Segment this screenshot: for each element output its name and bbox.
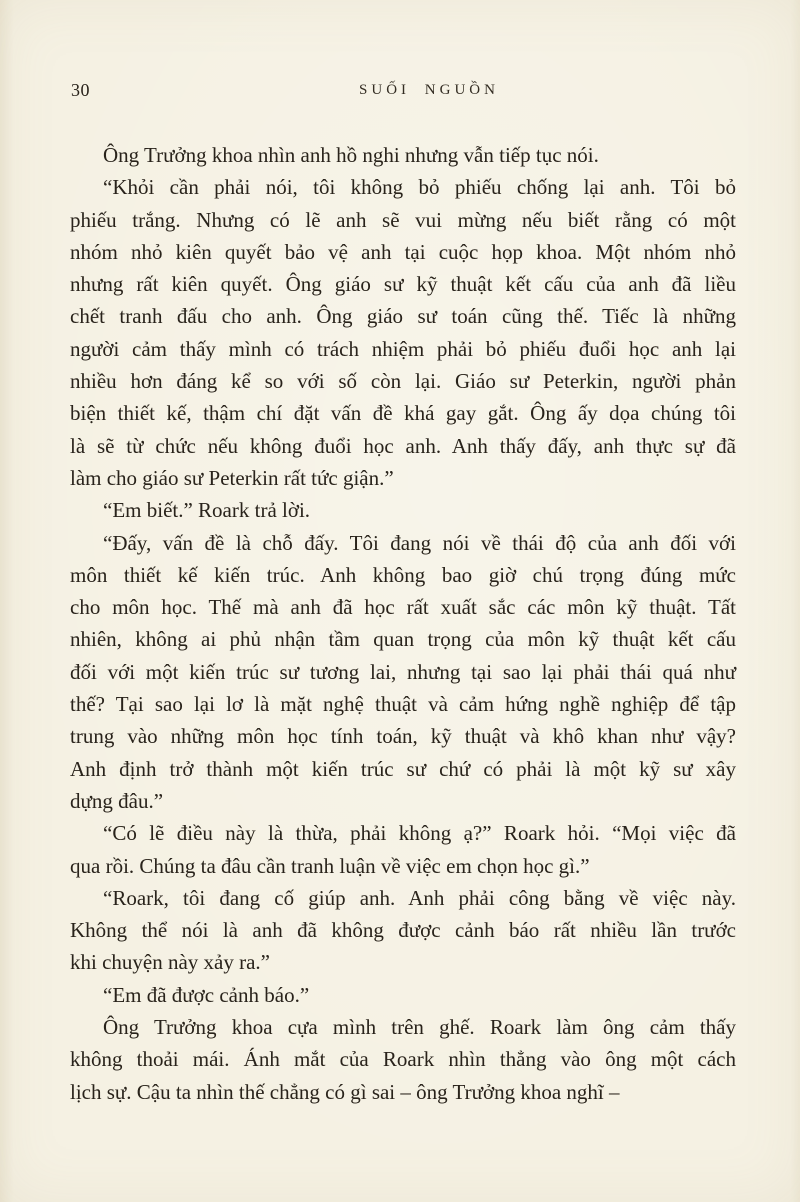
text-line: lịch sự. Cậu ta nhìn thế chẳng có gì sai – ông Trưởng khoa nghĩ – — [70, 1079, 620, 1104]
text-line: Ông Trưởng khoa cựa mình trên ghế. Roark làm ông cảm thấy — [103, 1015, 736, 1040]
text-line: Ông Trưởng khoa nhìn anh hồ nghi nhưng vẫn tiếp tục nói. — [103, 143, 599, 167]
text-line: nhiều hơn đáng kể so với số còn lại. Giáo sư Peterkin, người phản — [70, 369, 736, 394]
text-line: người cảm thấy mình có trách nhiệm phải bỏ phiếu đuổi học anh lại — [70, 336, 736, 361]
paragraph — [70, 817, 736, 882]
text-line: chết tranh đấu cho anh. Ông giáo sư toán cũng thế. Tiếc là những — [70, 304, 736, 329]
paragraph — [70, 527, 736, 818]
page-number: 30 — [71, 80, 90, 100]
text-line: làm cho giáo sư Peterkin rất tức giận.” — [70, 465, 394, 490]
text-line: “Em biết.” Roark trả lời. — [103, 498, 311, 523]
text-line: môn thiết kế kiến trúc. Anh không bao giờ chú trọng đúng mức — [70, 562, 736, 587]
text-line: “Khỏi cần phải nói, tôi không bỏ phiếu chống lại anh. Tôi bỏ — [103, 175, 736, 200]
text-line: Không thể nói là anh đã không được cảnh báo rất nhiều lần trước — [70, 918, 736, 943]
paragraph — [70, 171, 736, 494]
text-line: qua rồi. Chúng ta đâu cần tranh luận về việc em chọn học gì.” — [70, 853, 590, 878]
running-title: SUỐI NGUỒN — [359, 82, 499, 98]
paragraph — [70, 979, 736, 1011]
text-line: “Em đã được cảnh báo.” — [103, 982, 310, 1007]
text-line: nhiên, không ai phủ nhận tầm quan trọng của môn kỹ thuật kết cấu — [70, 627, 736, 652]
paragraph — [70, 882, 736, 979]
text-line: nhưng rất kiên quyết. Ông giáo sư kỹ thuật kết cấu của anh đã liều — [70, 272, 736, 297]
text-line: phiếu trắng. Nhưng có lẽ anh sẽ vui mừng nếu biết rằng có một — [70, 207, 736, 232]
text-line: “Có lẽ điều này là thừa, phải không ạ?” Roark hỏi. “Mọi việc đã — [103, 821, 736, 846]
body-text — [70, 139, 736, 1108]
text-line: cho môn học. Thế mà anh đã học rất xuất sắc các môn kỹ thuật. Tất — [70, 595, 736, 620]
text-line: Anh định trở thành một kiến trúc sư chứ có phải là một kỹ sư xây — [70, 756, 736, 781]
text-line: “Đấy, vấn đề là chỗ đấy. Tôi đang nói về thái độ của anh đối với — [103, 530, 736, 555]
text-line: nhóm nhỏ kiên quyết bảo vệ anh tại cuộc họp khoa. Một nhóm nhỏ — [70, 239, 736, 264]
paragraph — [70, 1011, 736, 1108]
text-line: trung vào những môn học tính toán, kỹ thuật và khô khan như vậy? — [70, 724, 736, 749]
text-line: không thoải mái. Ánh mắt của Roark nhìn thẳng vào ông một cách — [70, 1047, 736, 1072]
text-line: thế? Tại sao lại lơ là mặt nghệ thuật và cảm hứng nghề nghiệp để tập — [70, 692, 736, 717]
text-line: đối với một kiến trúc sư tương lai, nhưng tại sao lại phải thái quá như — [70, 659, 736, 684]
text-line: là sẽ từ chức nếu không đuổi học anh. Anh thấy đấy, anh thực sự đã — [70, 433, 736, 458]
paragraph — [70, 139, 736, 171]
text-line: “Roark, tôi đang cố giúp anh. Anh phải công bằng về việc này. — [103, 885, 736, 910]
paragraph — [70, 494, 736, 526]
text-line: khi chuyện này xảy ra.” — [70, 950, 271, 975]
text-line: dựng đâu.” — [70, 788, 164, 813]
text-line: biện thiết kế, thậm chí đặt vấn đề khá gay gắt. Ông ấy dọa chúng tôi — [70, 401, 736, 426]
